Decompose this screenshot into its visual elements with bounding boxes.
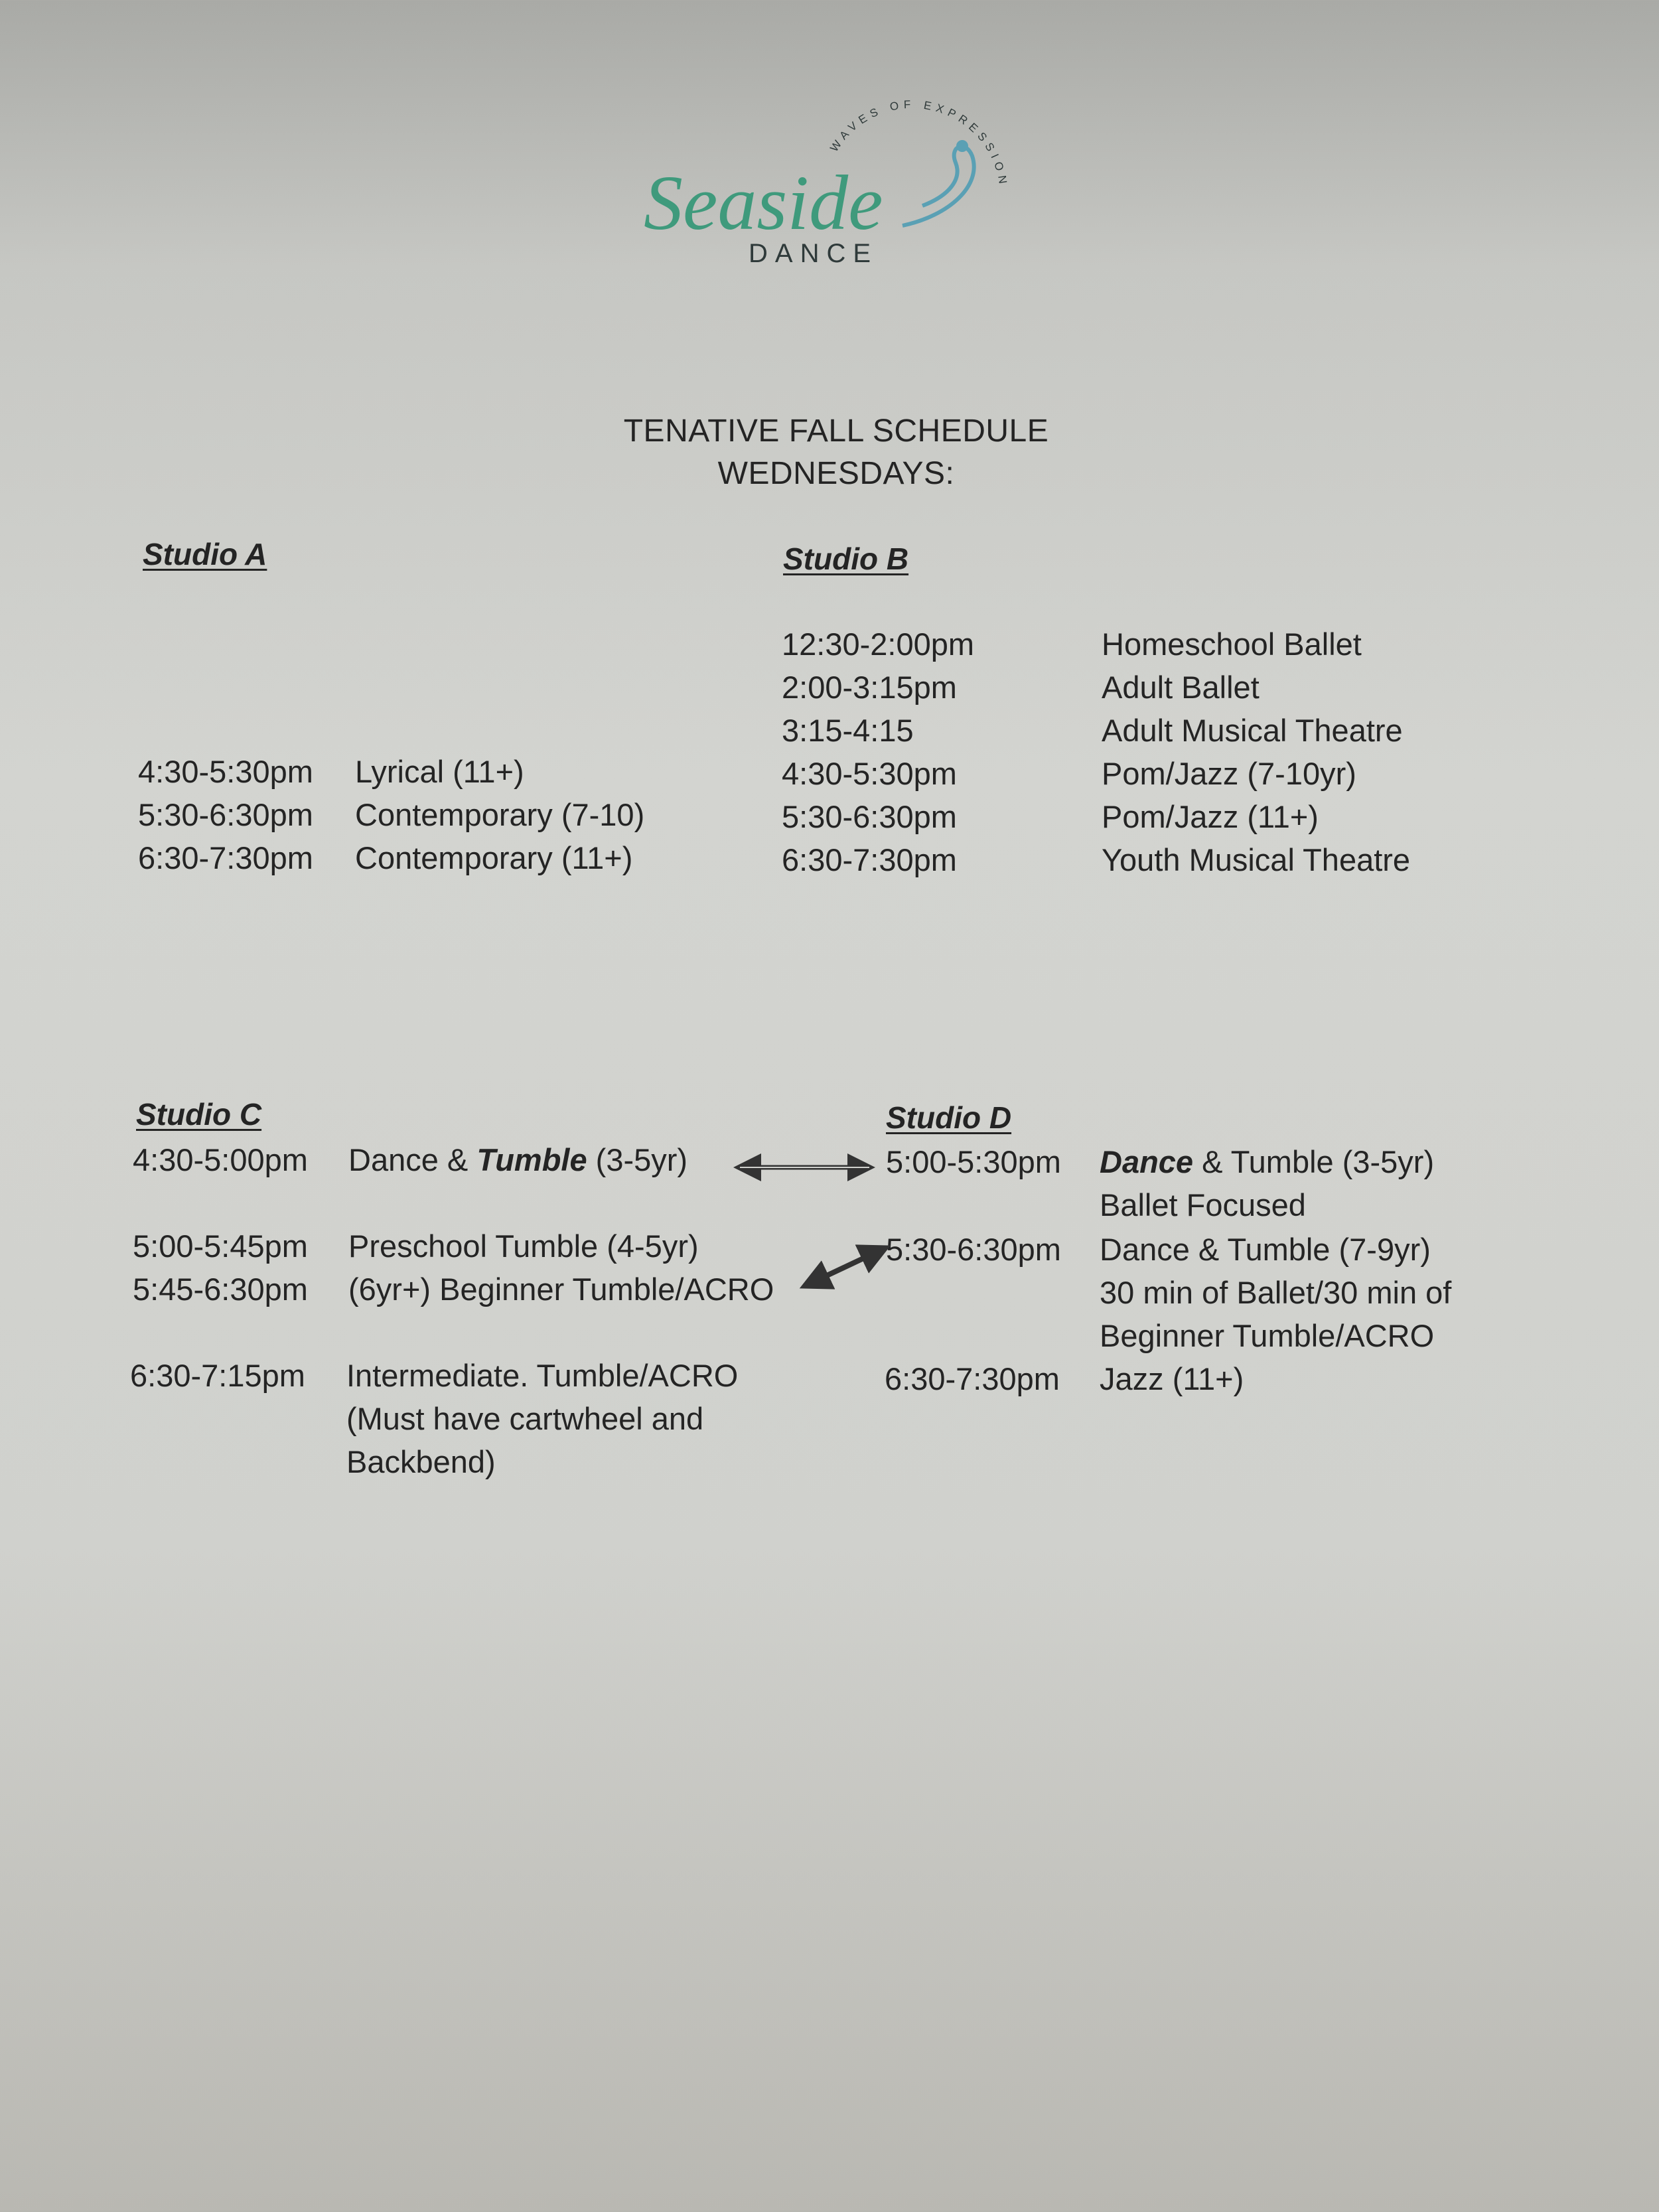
studio-c-class: (6yr+) Beginner Tumble/ACRO [348, 1272, 774, 1307]
studio-b-heading: Studio B [783, 542, 909, 576]
studio-c-class: Dance & Tumble (3-5yr) [348, 1142, 688, 1177]
studio-c-time: 5:00-5:45pm [133, 1228, 308, 1264]
studio-b-time: 2:00-3:15pm [782, 670, 957, 705]
logo-dance-text: DANCE [749, 239, 879, 268]
studio-a-heading: Studio A [143, 537, 267, 571]
schedule-title: TENATIVE FALL SCHEDULE [623, 413, 1049, 449]
studio-b-class: Adult Musical Theatre [1102, 713, 1403, 748]
studio-b-time: 12:30-2:00pm [782, 627, 975, 662]
studio-a-time: 4:30-5:30pm [138, 754, 313, 789]
studio-a-class: Contemporary (11+) [355, 840, 633, 875]
studio-d-class: Dance & Tumble (3-5yr) [1100, 1144, 1435, 1179]
studio-c-class-note: (Must have cartwheel and [346, 1401, 704, 1436]
studio-d-class: Dance & Tumble (7-9yr) [1100, 1232, 1431, 1267]
studio-d-time: 6:30-7:30pm [885, 1361, 1060, 1396]
studio-b-time: 4:30-5:30pm [782, 756, 957, 791]
logo-dancer-swoosh [902, 147, 974, 226]
studio-c-time: 5:45-6:30pm [133, 1272, 308, 1307]
studio-b-time: 3:15-4:15 [782, 713, 914, 748]
studio-b-class: Youth Musical Theatre [1102, 842, 1411, 877]
studio-c-class: Preschool Tumble (4-5yr) [348, 1228, 699, 1264]
logo-arc-text: WAVES OF EXPRESSION [828, 100, 1010, 189]
logo-script-text: Seaside [644, 159, 883, 246]
studio-c-class: Intermediate. Tumble/ACRO [346, 1358, 739, 1393]
studio-c-time: 6:30-7:15pm [130, 1358, 305, 1393]
studio-b-time: 6:30-7:30pm [782, 842, 957, 877]
studio-c-class-note: Backbend) [346, 1444, 496, 1479]
studio-d-time: 5:30-6:30pm [886, 1232, 1061, 1267]
studio-a-time: 6:30-7:30pm [138, 840, 313, 875]
diagonal-arrow-icon [804, 1248, 886, 1286]
seaside-dance-logo [637, 100, 1022, 272]
studio-c-heading: Studio C [136, 1097, 262, 1132]
schedule-day: WEDNESDAYS: [717, 456, 955, 491]
studio-a-class: Contemporary (7-10) [355, 797, 645, 832]
studio-b-class: Pom/Jazz (7-10yr) [1102, 756, 1356, 791]
studio-b-class: Adult Ballet [1102, 670, 1260, 705]
studio-d-class: Jazz (11+) [1100, 1361, 1244, 1396]
studio-d-class-note: 30 min of Ballet/30 min of [1100, 1275, 1452, 1310]
studio-d-heading: Studio D [886, 1100, 1012, 1135]
studio-c-time: 4:30-5:00pm [133, 1142, 308, 1177]
studio-d-class-note: Beginner Tumble/ACRO [1100, 1318, 1435, 1353]
studio-a-time: 5:30-6:30pm [138, 797, 313, 832]
studio-b-class: Homeschool Ballet [1102, 627, 1362, 662]
studio-b-class: Pom/Jazz (11+) [1102, 799, 1319, 834]
studio-d-class-note: Ballet Focused [1100, 1187, 1306, 1222]
studio-a-class: Lyrical (11+) [355, 754, 524, 789]
studio-b-time: 5:30-6:30pm [782, 799, 957, 834]
studio-d-time: 5:00-5:30pm [886, 1144, 1061, 1179]
